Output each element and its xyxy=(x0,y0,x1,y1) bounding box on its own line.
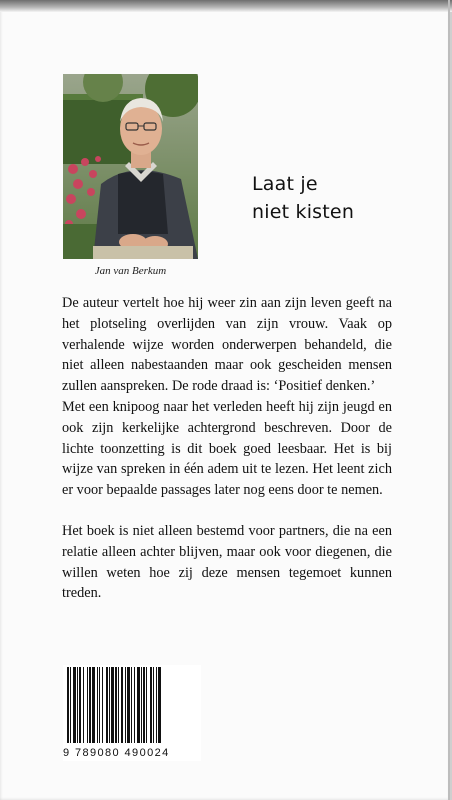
book-title-line-2: niet kisten xyxy=(252,201,355,223)
author-portrait-icon xyxy=(63,74,198,259)
barcode-number: 9 789080 490024 xyxy=(63,747,201,759)
blurb-paragraph-3: Het boek is niet alleen bestemd voor partners, die na een relatie alleen achter blijven, maar ook voor diegenen, die willen weten hoe zij deze mensen tegemoet kunnen treden. xyxy=(62,522,392,602)
blurb-text xyxy=(62,293,392,604)
book-title-line-1: Laat je xyxy=(252,173,318,195)
barcode-icon xyxy=(63,665,201,745)
photo-caption: Jan van Berkum xyxy=(94,265,167,277)
blurb-paragraph-2: Met een knipoog naar het verleden heeft hij zijn jeugd en ook zijn kerkelijke achtergrond beschreven. Door de lichte toonzetting is dit boek goed leesbaar. Het is bij wijze van spreken in één adem uit te lezen. Het leent zich er voor bepaalde passages later nog eens door te nemen. xyxy=(62,398,392,499)
top-edge-shadow xyxy=(0,0,452,12)
author-photo xyxy=(63,74,198,259)
spine-edge xyxy=(448,0,450,800)
book-title xyxy=(252,170,354,226)
blurb-paragraph-1: De auteur vertelt hoe hij weer zin aan zijn leven geeft na het plotseling overlijden van zijn vrouw. Vaak op verhalende wijze worden onderwerpen behandeld, die niet alleen nabestaanden maar ook gescheiden mensen zullen aanspreken. De rode draad is: ‘Positief denken.’ xyxy=(62,295,392,395)
